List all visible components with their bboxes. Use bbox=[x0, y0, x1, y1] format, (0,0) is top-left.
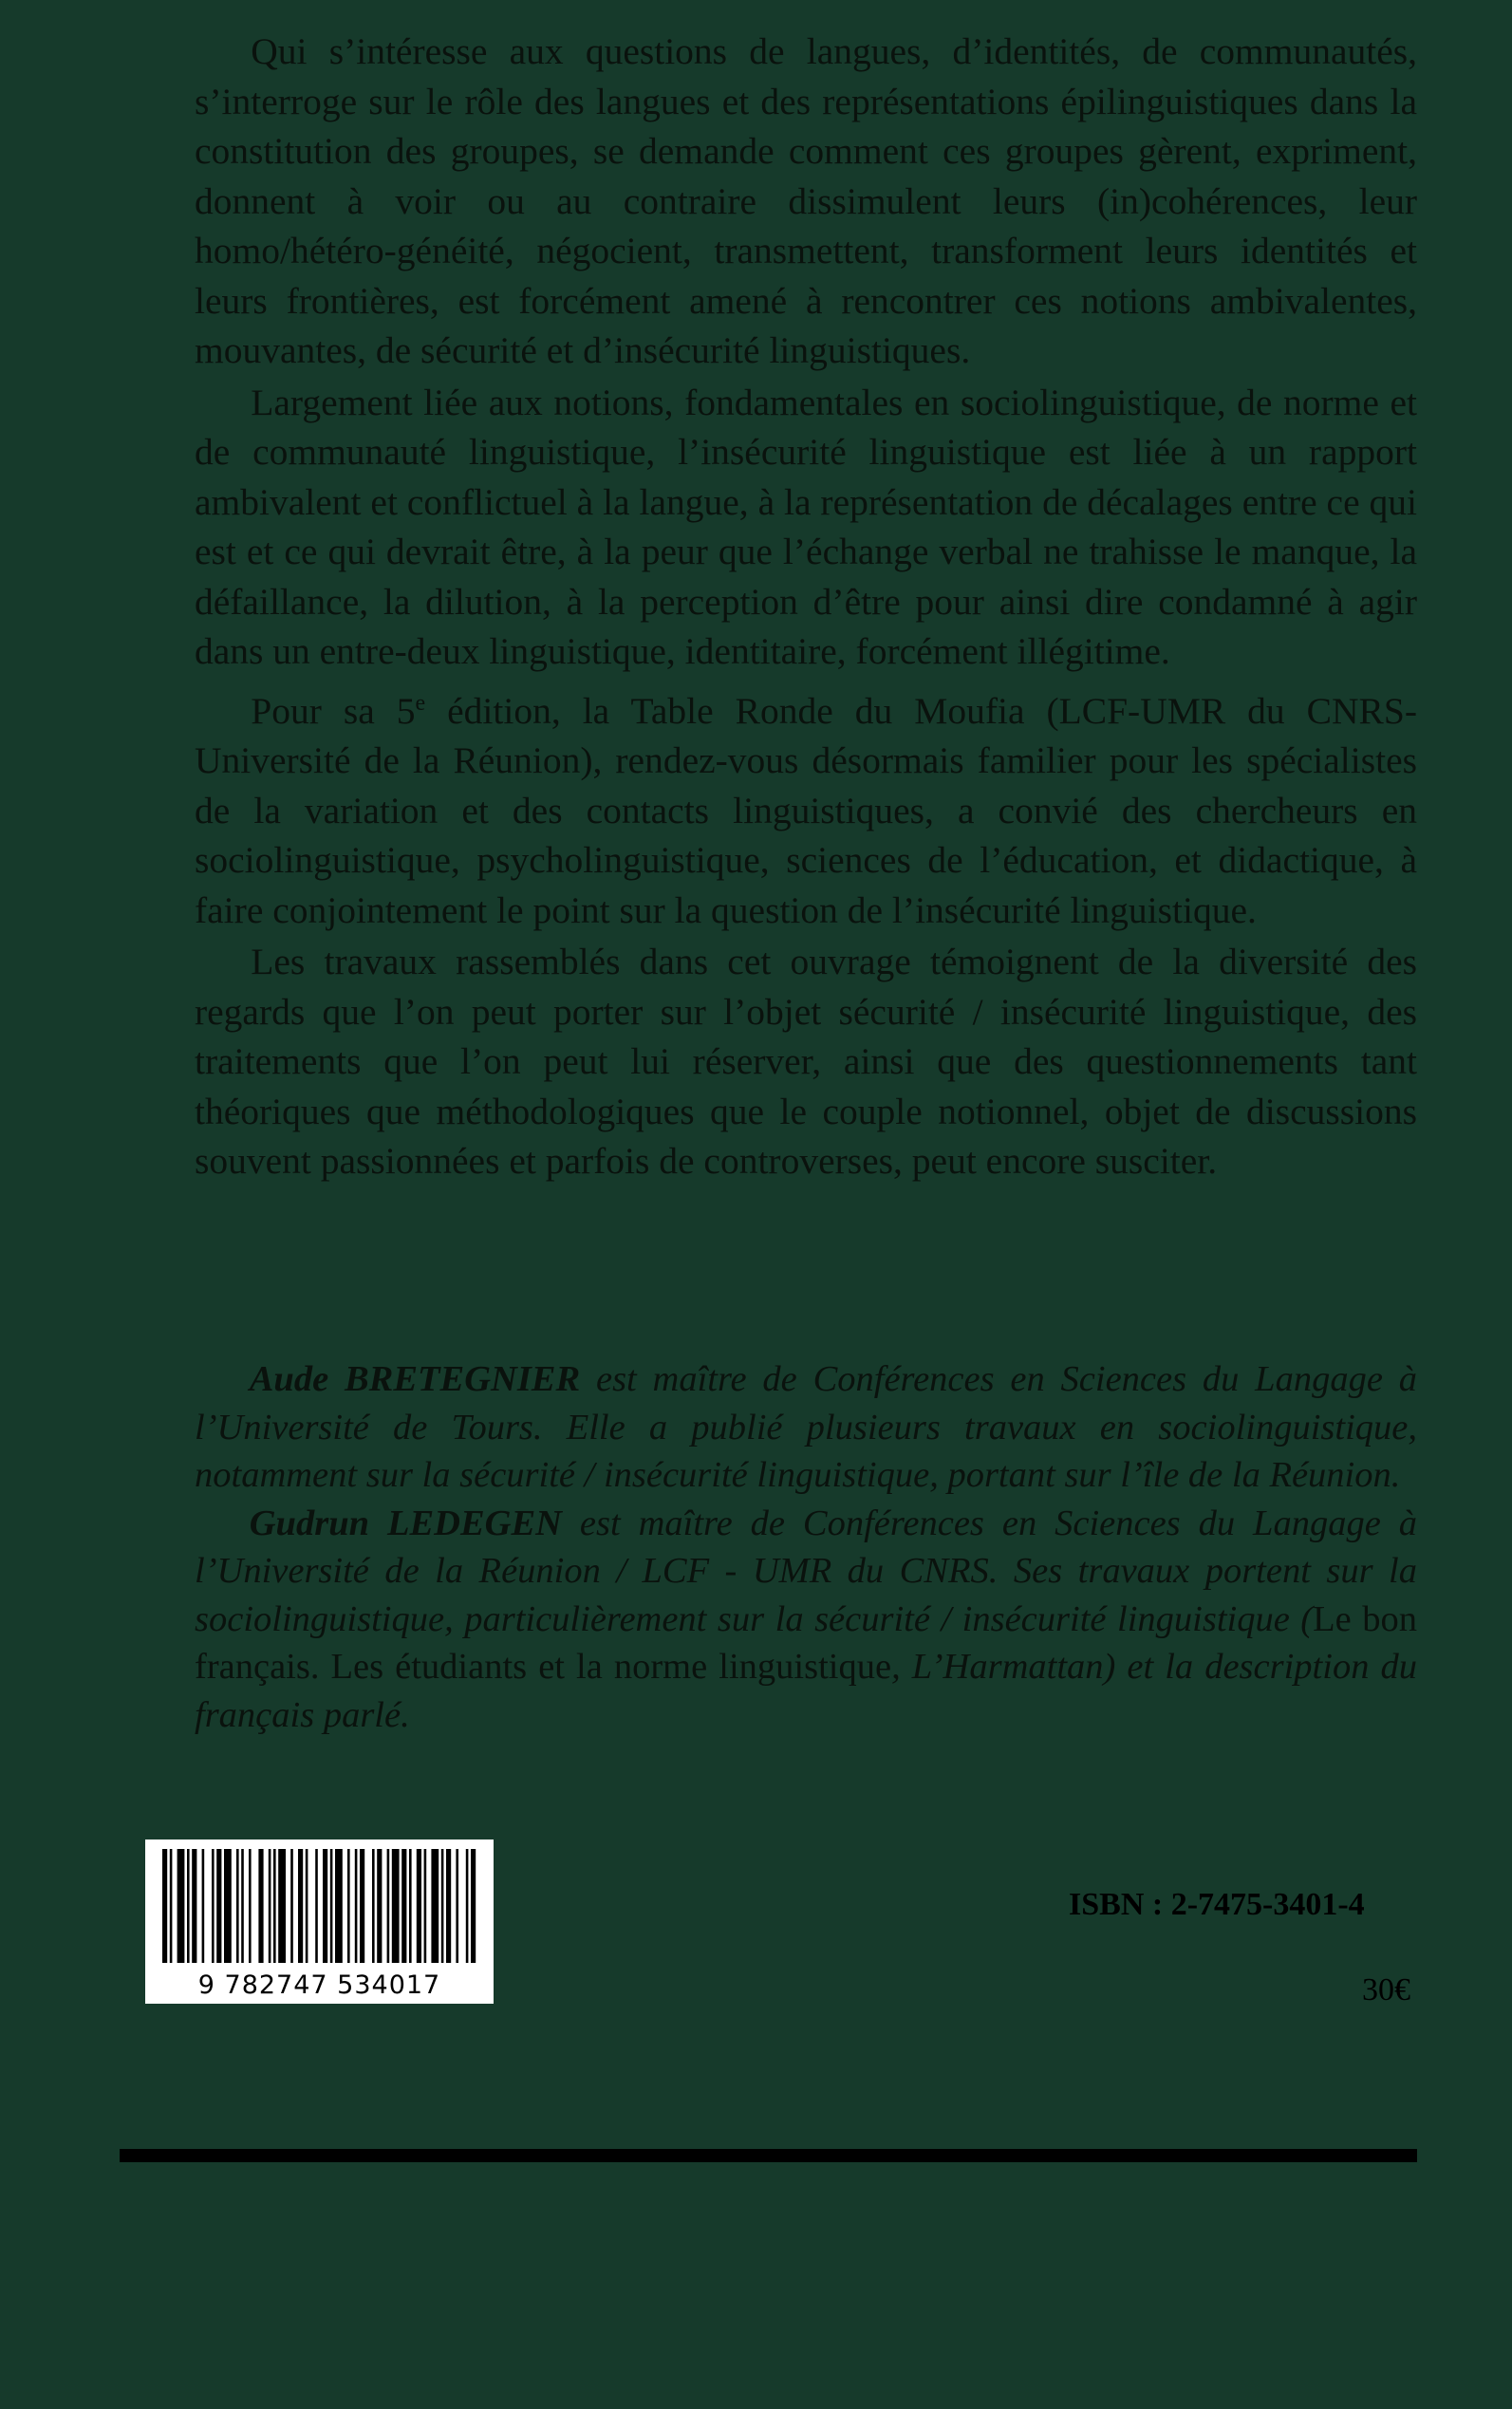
barcode-bar bbox=[441, 1849, 444, 1963]
barcode-bar bbox=[372, 1849, 375, 1963]
barcode-bar bbox=[241, 1849, 244, 1963]
barcode-bar bbox=[323, 1849, 327, 1963]
barcode-bar bbox=[446, 1849, 451, 1963]
edition-superscript: e bbox=[415, 690, 426, 716]
barcode-bar bbox=[278, 1849, 286, 1963]
barcode-bar bbox=[162, 1849, 167, 1963]
barcode-bar bbox=[306, 1849, 308, 1963]
author-bio-1 bbox=[195, 1355, 1417, 1500]
barcode-bar bbox=[360, 1849, 364, 1963]
author-name-1: Aude BRETEGNIER bbox=[249, 1359, 581, 1399]
barcode-bar bbox=[466, 1849, 469, 1963]
barcode-bar bbox=[456, 1849, 458, 1963]
blurb-paragraph-3 bbox=[195, 679, 1417, 936]
author-bios bbox=[195, 1355, 1417, 1739]
barcode-bar bbox=[212, 1849, 215, 1963]
barcode-bar bbox=[216, 1849, 221, 1963]
barcode-bar bbox=[417, 1849, 421, 1963]
barcode-bar bbox=[347, 1849, 350, 1963]
barcode-bar bbox=[187, 1849, 190, 1963]
barcode-bar bbox=[401, 1849, 406, 1963]
barcode-bar bbox=[392, 1849, 400, 1963]
barcode-bar bbox=[315, 1849, 318, 1963]
barcode-bar bbox=[290, 1849, 293, 1963]
barcode-bar bbox=[269, 1849, 271, 1963]
barcode-bar bbox=[192, 1849, 196, 1963]
price-label: 30€ bbox=[1362, 1972, 1410, 2008]
author-name-2: Gudrun LEDEGEN bbox=[249, 1503, 562, 1543]
barcode-digits: 9 782747 534017 bbox=[197, 1970, 441, 2000]
barcode-bar bbox=[202, 1849, 205, 1963]
isbn-label: ISBN : 2-7475-3401-4 bbox=[1069, 1887, 1365, 1922]
blurb-paragraph-4 bbox=[195, 937, 1417, 1186]
blurb-paragraph-4-text: Les travaux rassemblés dans cet ouvrage témoignent de la diversité des regards que l’on peut porter sur l’objet sécurité / insécurité linguistique, des traitements que l’on peut lui réserver, ainsi que des questionnements tant théoriques que méthodologiques que le couple notionnel, objet de discussions souvent passionnées et parfois de controverses, peut encore susciter. bbox=[195, 941, 1417, 1183]
barcode-bar bbox=[409, 1849, 412, 1963]
barcode-bar bbox=[431, 1849, 439, 1963]
barcode-bar bbox=[355, 1849, 358, 1963]
book-title: Le bon français. Les étudiants et la norme linguistique bbox=[195, 1598, 1418, 1687]
bottom-rule bbox=[120, 2149, 1417, 2162]
barcode-bar bbox=[471, 1849, 476, 1963]
barcode-bar bbox=[335, 1849, 343, 1963]
blurb-paragraph-3-end: édition, la Table Ronde du Moufia (LCF-UMR du CNRS-Université de la Réunion), rendez-vous désormais familier pour les spécialistes de la variation et des contacts linguistiques, a convié des chercheurs en sociolinguistique, psycholinguistique, sciences de l’éducation, et didactique, à faire conjointement le point sur la question de l’insécurité linguistique. bbox=[195, 689, 1418, 931]
blurb-paragraph-1-text: Qui s’intéresse aux questions de langues, d’identités, de communautés, s’interroge sur le rôle des langues et des représentations épilinguistiques dans la constitution des groupes, se demande comment ces groupes gèrent, expriment, donnent à voir ou au contraire dissimulent leurs (in)cohérences, leur homo/hétéro-généité, négocient, transmettent, transforment leurs identités et leurs frontières, est forcément amené à rencontrer ces notions ambivalentes, mouvantes, de sécurité et d’insécurité linguistiques. bbox=[195, 30, 1417, 371]
barcode-bar bbox=[377, 1849, 382, 1963]
barcode-bar bbox=[249, 1849, 252, 1963]
blurb-paragraph-2 bbox=[195, 378, 1417, 677]
blurb-paragraph-1 bbox=[195, 27, 1417, 376]
blurb-paragraph-3-start: Pour sa 5 bbox=[251, 689, 416, 732]
barcode-bar bbox=[387, 1849, 390, 1963]
author-bio-2 bbox=[195, 1500, 1417, 1740]
barcode-bar bbox=[258, 1849, 263, 1963]
author-bio-2-text: est maître de Conférences en Sciences du Langage à l’Université de la Réunion / LCF - UMR du CNRS. Ses travaux portent sur la sociolinguistique, particulièrement sur la sécurité / insécurité linguistique ( bbox=[195, 1503, 1417, 1639]
barcode-bars bbox=[145, 1839, 494, 1972]
author-bio-1-text: est maître de Conférences en Sciences du Langage à l’Université de Tours. Elle a publié plusieurs travaux en sociolinguistique, notamment sur la sécurité / insécurité linguistique, portant sur l’île de la Réunion. bbox=[195, 1359, 1417, 1495]
barcode-bar bbox=[224, 1849, 232, 1963]
barcode-bar bbox=[177, 1849, 185, 1963]
barcode-bar bbox=[170, 1849, 173, 1963]
barcode-bar bbox=[298, 1849, 303, 1963]
barcode-bar bbox=[424, 1849, 427, 1963]
barcode-bar bbox=[236, 1849, 239, 1963]
barcode-bar bbox=[273, 1849, 276, 1963]
blurb-paragraph-2-text: Largement liée aux notions, fondamentales en sociolinguistique, de norme et de communauté linguistique, l’insécurité linguistique est liée à un rapport ambivalent et conflictuel à la langue, à la représentation de décalages entre ce qui est et ce qui devrait être, à la peur que l’échange verbal ne trahisse le manque, la défaillance, la dilution, à la perception d’être pour ainsi dire condamné à agir dans un entre-deux linguistique, identitaire, forcément illégitime. bbox=[195, 381, 1417, 672]
barcode bbox=[145, 1839, 494, 2004]
blurb bbox=[195, 27, 1417, 1188]
barcode-bar bbox=[330, 1849, 333, 1963]
author-bio-2-end: , L’Harmattan) et la description du français parlé. bbox=[195, 1647, 1417, 1735]
